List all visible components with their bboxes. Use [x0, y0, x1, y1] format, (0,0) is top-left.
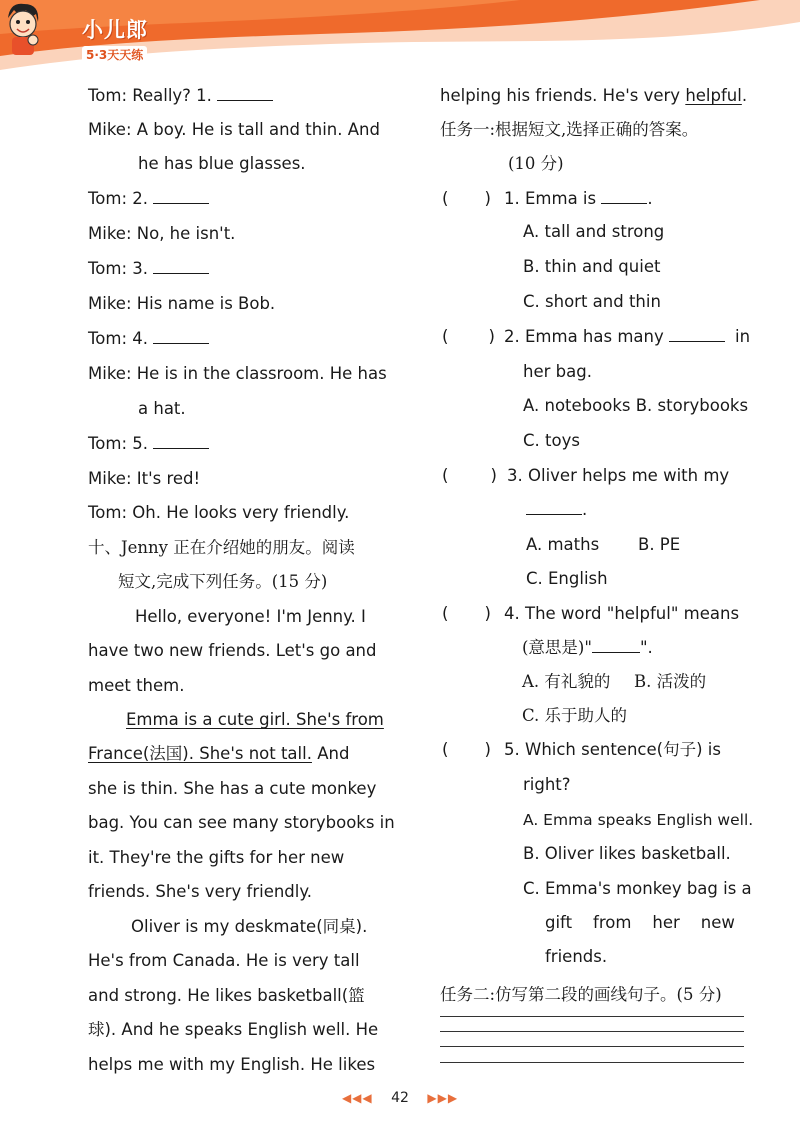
writing-line[interactable]	[440, 1046, 744, 1047]
option[interactable]: C. short and thin	[523, 292, 661, 311]
passage-line: helps me with my English. He likes	[88, 1055, 376, 1074]
writing-line[interactable]	[440, 1062, 744, 1063]
speaker: Tom:	[88, 86, 128, 105]
speaker: Mike:	[88, 294, 132, 313]
answer-paren[interactable]: ( )	[442, 740, 491, 759]
option-b[interactable]: B. Oliver likes basketball.	[523, 844, 731, 863]
brand-logo	[82, 14, 148, 63]
writing-line[interactable]	[440, 1016, 744, 1017]
option[interactable]: C. toys	[523, 431, 580, 450]
question-2-stem: 2. Emma has many	[504, 327, 725, 347]
dialogue-line-1	[88, 86, 273, 106]
line-text: 4.	[132, 329, 149, 348]
speaker: Tom:	[88, 503, 128, 522]
option-b[interactable]: B. 活泼的	[634, 672, 707, 691]
logo-subtitle: 5·3天天练	[82, 46, 147, 63]
option-c-cont: gift from her new	[545, 913, 735, 932]
passage-line: He's from Canada. He is very tall	[88, 951, 360, 970]
question-4-stem: 4. The word "helpful" means	[504, 604, 740, 623]
answer-paren[interactable]: ( )	[442, 604, 491, 623]
speaker: Mike:	[88, 120, 132, 139]
passage-line: Hello, everyone! I'm Jenny. I	[135, 607, 366, 626]
speaker: Mike:	[88, 469, 132, 488]
passage-line: bag. You can see many storybooks in	[88, 813, 395, 832]
underlined-sentence: Emma is a cute girl. She's from	[126, 710, 384, 729]
line-text: 2.	[132, 189, 149, 208]
question-1-stem: 1. Emma is .	[504, 189, 653, 208]
question-2-stem-cont: her bag.	[523, 362, 592, 381]
mascot-boy-icon	[0, 0, 44, 58]
option	[523, 396, 748, 416]
option-a[interactable]: A. notebooks	[523, 396, 631, 415]
section-10-title: 十、Jenny 正在介绍她的朋友。阅读	[88, 538, 355, 557]
option[interactable]: A. tall and strong	[523, 222, 665, 241]
speaker: Tom:	[88, 329, 128, 348]
answer-paren[interactable]: ( )	[442, 189, 491, 208]
passage-line: 球). And he speaks English well. He	[88, 1020, 379, 1039]
line-text: 5.	[132, 434, 149, 453]
passage-line	[440, 86, 747, 106]
question-3-stem-cont: .	[526, 500, 587, 520]
dialogue-line-4	[88, 189, 209, 209]
dialogue-line-11	[88, 434, 209, 454]
dialogue-line-9	[88, 364, 387, 384]
passage-line	[88, 744, 349, 764]
dialogue-line-6	[88, 259, 209, 279]
passage-line: it. They're the gifts for her new	[88, 848, 345, 867]
speaker: Tom:	[88, 189, 128, 208]
logo-title: 小儿郎	[82, 18, 148, 42]
line-text: .	[741, 86, 748, 105]
dialogue-line-7	[88, 294, 275, 314]
speaker: Tom:	[88, 434, 128, 453]
page-number: 42	[391, 1090, 409, 1106]
speaker: Tom:	[88, 259, 128, 278]
answer-blank	[526, 500, 582, 515]
underlined-sentence: France(法国). She's not tall.	[88, 744, 312, 763]
answer-paren[interactable]: ( )	[442, 327, 495, 346]
option-c[interactable]: C. English	[526, 569, 608, 588]
option-c-cont: friends.	[545, 947, 608, 966]
line-text: Really? 1.	[132, 86, 212, 105]
passage-line: have two new friends. Let's go and	[88, 641, 377, 660]
question-3-stem: 3. Oliver helps me with my	[507, 466, 730, 485]
writing-line[interactable]	[440, 1031, 744, 1032]
dialogue-line-5	[88, 224, 235, 244]
option-a[interactable]: A. maths	[526, 535, 600, 554]
option-a[interactable]: A. 有礼貌的	[522, 672, 611, 691]
task-1-score: (10 分)	[508, 154, 564, 173]
dialogue-line-8	[88, 329, 209, 349]
option-c[interactable]: C. Emma's monkey bag is a	[523, 879, 752, 898]
line-text: He is in the classroom. He has	[136, 364, 387, 383]
speaker: Mike:	[88, 364, 132, 383]
question-2-stem-end: in	[735, 327, 751, 346]
task-2-title: 任务二:仿写第二段的画线句子。(5 分)	[440, 985, 722, 1004]
option-b[interactable]: B. PE	[638, 535, 681, 554]
line-text: 3.	[132, 259, 149, 278]
option[interactable]: B. thin and quiet	[523, 257, 661, 276]
passage-line: she is thin. She has a cute monkey	[88, 779, 377, 798]
underlined-word: helpful	[685, 86, 742, 105]
line-text: a hat.	[138, 399, 186, 418]
next-arrows-icon: ▶▶▶	[427, 1091, 459, 1105]
question-5-stem-cont: right?	[523, 775, 571, 794]
line-text: And	[311, 744, 350, 763]
passage-line: Oliver is my deskmate(同桌).	[131, 917, 368, 936]
answer-blank	[601, 189, 647, 204]
answer-blank[interactable]	[153, 189, 209, 204]
question-5-stem: 5. Which sentence(句子) is	[504, 740, 721, 759]
question-4-stem-cont: (意思是)" ".	[522, 638, 653, 657]
option-b[interactable]: B. storybooks	[635, 396, 749, 415]
option-c[interactable]: C. 乐于助人的	[522, 706, 628, 725]
answer-blank[interactable]	[217, 86, 273, 101]
answer-blank[interactable]	[153, 329, 209, 344]
line-text: Oh. He looks very friendly.	[132, 503, 350, 522]
line-text: he has blue glasses.	[138, 154, 306, 173]
dialogue-line-12	[88, 469, 200, 489]
answer-blank[interactable]	[153, 434, 209, 449]
line-text: No, he isn't.	[136, 224, 236, 243]
line-text: It's red!	[136, 469, 201, 488]
option-a[interactable]: A. Emma speaks English well.	[523, 811, 754, 829]
dialogue-line-13	[88, 503, 349, 523]
passage-line: friends. She's very friendly.	[88, 882, 313, 901]
page-footer	[0, 1090, 800, 1106]
section-10-title-cont: 短文,完成下列任务。(15 分)	[118, 572, 328, 591]
line-text: His name is Bob.	[136, 294, 276, 313]
dialogue-line-3	[138, 154, 306, 174]
dialogue-line-2	[88, 120, 380, 140]
passage-line: and strong. He likes basketball(篮	[88, 986, 365, 1005]
line-text: A boy. He is tall and thin. And	[136, 120, 380, 139]
page-header	[0, 0, 800, 80]
answer-blank[interactable]	[153, 259, 209, 274]
line-text: helping his friends. He's very	[440, 86, 686, 105]
answer-blank	[592, 638, 640, 653]
answer-blank	[669, 327, 725, 342]
task-1-title: 任务一:根据短文,选择正确的答案。	[440, 120, 699, 139]
prev-arrows-icon: ◀◀◀	[341, 1091, 373, 1105]
dialogue-line-10	[138, 399, 186, 419]
passage-line: meet them.	[88, 676, 185, 695]
answer-paren[interactable]: ( )	[442, 466, 497, 485]
speaker: Mike:	[88, 224, 132, 243]
